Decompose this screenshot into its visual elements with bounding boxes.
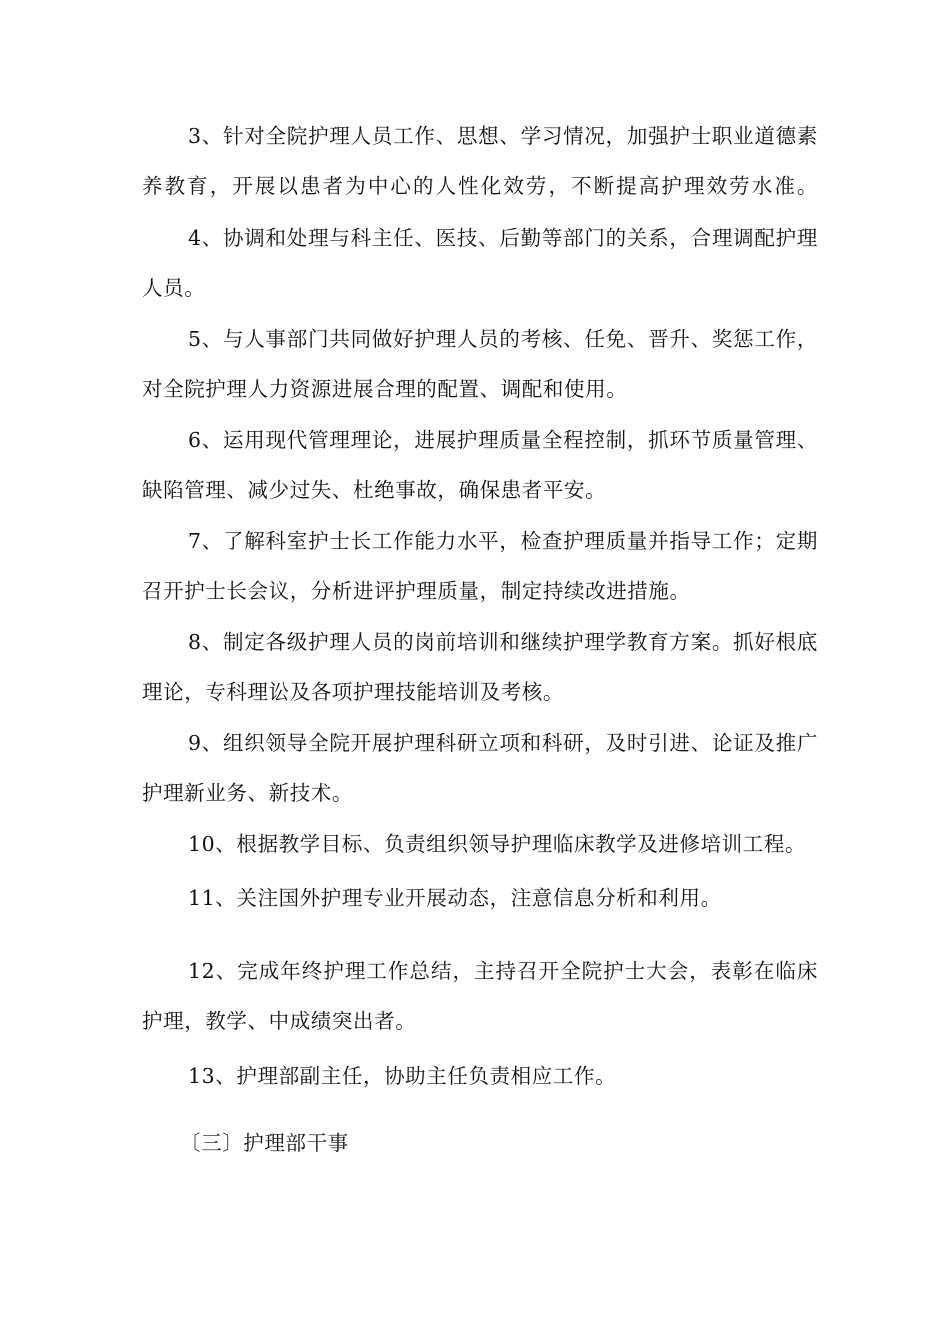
item-8-line-1: 8、制定各级护理人员的岗前培训和继续护理学教育方案。抓好根底 (188, 630, 818, 654)
item-4-line-2: 人员。 (142, 276, 206, 300)
item-6-line-2: 缺陷管理、减少过失、杜绝事故，确保患者平安。 (142, 478, 607, 502)
item-12-line-1: 12、完成年终护理工作总结，主持召开全院护士大会，表彰在临床 (188, 959, 818, 983)
item-9-line-1: 9、组织领导全院开展护理科研立项和科研，及时引进、论证及推广 (188, 731, 818, 755)
item-5-line-1: 5、与人事部门共同做好护理人员的考核、任免、晋升、奖惩工作， (188, 327, 818, 351)
item-7-line-1: 7、了解科室护士长工作能力水平，检查护理质量并指导工作；定期 (188, 529, 818, 553)
item-8-line-2: 理论，专科理讼及各项护理技能培训及考核。 (142, 680, 564, 704)
item-9-line-2: 护理新业务、新技术。 (142, 781, 353, 805)
item-13-line-1: 13、护理部副主任，协助主任负责相应工作。 (188, 1064, 617, 1088)
item-5-line-2: 对全院护理人力资源进展合理的配置、调配和使用。 (142, 377, 628, 401)
section-heading: 〔三〕护理部干事 (180, 1131, 349, 1155)
item-3-line-1: 3、针对全院护理人员工作、思想、学习情况，加强护士职业道德素 (188, 124, 818, 148)
item-10-line-1: 10、根据教学目标、负责组织领导护理临床教学及进修培训工程。 (188, 832, 807, 856)
item-7-line-2: 召开护士长会议，分析进评护理质量，制定持续改进措施。 (142, 579, 691, 603)
item-11-line-1: 11、关注国外护理专业开展动态，注意信息分析和利用。 (188, 886, 722, 910)
item-12-line-2: 护理，教学、中成绩突出者。 (142, 1009, 417, 1033)
item-3-line-2: 养教育，开展以患者为中心的人性化效劳，不断提高护理效劳水准。 (142, 174, 818, 198)
item-6-line-1: 6、运用现代管理理论，进展护理质量全程控制，抓环节质量管理、 (188, 428, 818, 452)
item-4-line-1: 4、协调和处理与科主任、医技、后勤等部门的关系，合理调配护理 (188, 226, 818, 250)
